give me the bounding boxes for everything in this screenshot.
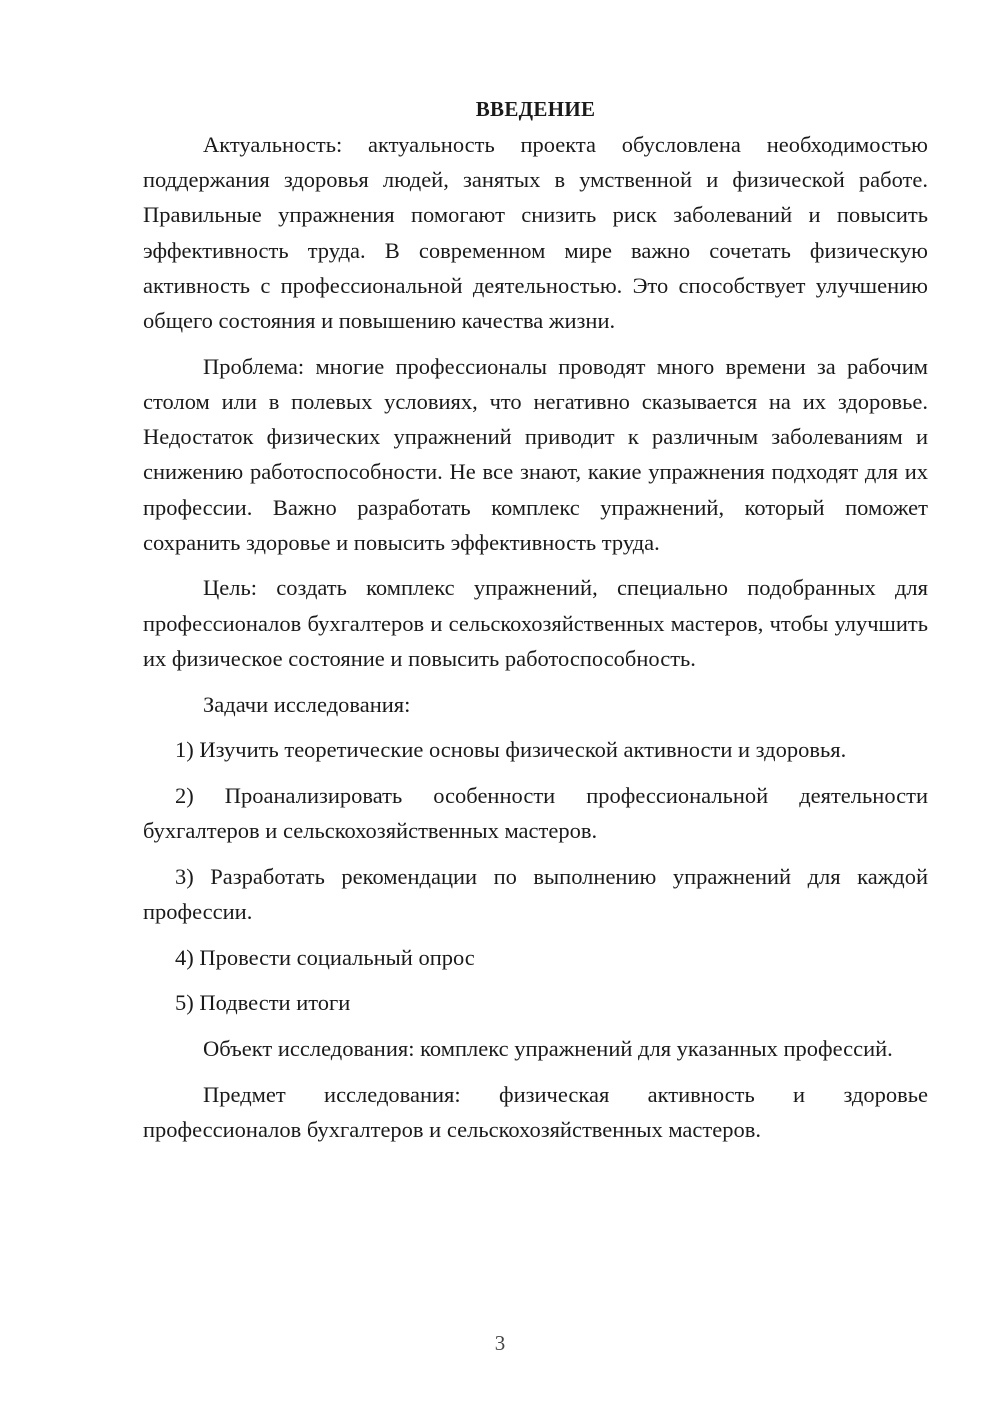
task-item-1: 1) Изучить теоретические основы физической активности и здоровья. bbox=[175, 737, 847, 763]
page-number: 3 bbox=[494, 1331, 506, 1355]
tasks-heading: Задачи исследования: bbox=[203, 691, 411, 717]
object-paragraph: Объект исследования: комплекс упражнений для указанных профессий. bbox=[203, 1036, 893, 1062]
goal-paragraph: Цель: создать комплекс упражнений, специально подобранных для профессионалов бухгалтеров и сельскохозяйственных мастеров, чтобы улучшить их физическое состояние и повысить работоспособность. bbox=[143, 575, 928, 671]
page-content bbox=[143, 92, 928, 1158]
page-title: ВВЕДЕНИЕ bbox=[475, 97, 596, 121]
subject-paragraph: Предмет исследования: физическая активность и здоровье профессионалов бухгалтеров и сельскохозяйственных мастеров. bbox=[143, 1081, 928, 1143]
relevance-paragraph: Актуальность: актуальность проекта обусловлена необходимостью поддержания здоровья людей, занятых в умственной и физической работе. Правильные упражнения помогают снизить риск заболеваний и повысить эффективность труда. В современном мире важно сочетать физическую активность с профессиональной деятельностью. Это способствует улучшению общего состояния и повышению качества жизни. bbox=[143, 132, 928, 334]
task-item-5: 5) Подвести итоги bbox=[175, 990, 351, 1016]
task-item-2: 2) Проанализировать особенности профессиональной деятельности бухгалтеров и сельскохозяйственных мастеров. bbox=[143, 782, 928, 844]
problem-paragraph: Проблема: многие профессионалы проводят много времени за рабочим столом или в полевых условиях, что негативно сказывается на их здоровье. Недостаток физических упражнений приводит к различным заболеваниям и снижению работоспособности. Не все знают, какие упражнения подходят для их профессии. Важно разработать комплекс упражнений, который поможет сохранить здоровье и повысить эффективность труда. bbox=[143, 353, 928, 555]
task-item-4: 4) Провести социальный опрос bbox=[175, 944, 475, 970]
task-item-3: 3) Разработать рекомендации по выполнению упражнений для каждой профессии. bbox=[143, 863, 928, 925]
